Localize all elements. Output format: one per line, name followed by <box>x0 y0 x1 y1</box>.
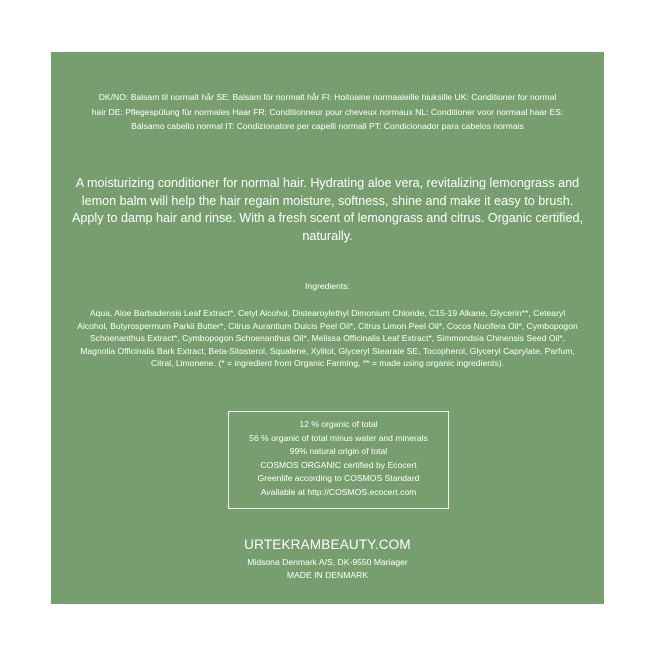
product-label-panel <box>51 52 604 604</box>
ingredients-heading: Ingredients: <box>305 281 350 291</box>
certification-line: COSMOS ORGANIC certified by Ecocert <box>260 459 417 470</box>
certification-line: Greenlife according to COSMOS Standard <box>257 473 420 483</box>
certification-line: 12 % organic of total <box>299 419 378 429</box>
certification-box <box>228 411 449 509</box>
company-address: Midsona Denmark A/S, DK-9550 Mariager <box>247 557 408 567</box>
certification-line: 56 % organic of total minus water and minerals <box>249 432 428 443</box>
product-name-translations: DK/NO: Balsam til normalt hår SE: Balsam för normalt hår FI: Hoitoaine normaaleille hiuksille UK: Conditioner for normal hair DE: Pflegespülung für normales Haar FR: Conditionneur pour cheveux normaux NL: Conditioner voor normaal haar ES: Bálsamo cabello normal IT: Condizionatore per capelli normali PT: Condicionador para cabelos normais <box>91 92 564 132</box>
certification-line: 99% natural origin of total <box>289 446 388 456</box>
ingredients-list: Aqua, Aloe Barbadensis Leaf Extract*, Cetyl Alcohol, Distearoylethyl Dimonium Chloride, C15-19 Alkane, Glycerin**, Cetearyl Alcohol, Butyrospermum Parkii Butter*, Citrus Aurantium Dulcis Peel Oil*, Citrus Limon Peel Oil*, Cocos Nucifera Oil*, Cymbopogon Schoenanthus Extract*, Cymbopogon Schoenanthus Oil*, Melissa Officinalis Leaf Extract*, Simmondsia Chinensis Seed Oil*, Magnolia Officinalis Bark Extract, Beta-Sitosterol, Squalene, Xylitol, Glyceryl Stearate SE, Tocopherol, Glyceryl Caprylate, Parfum, Citral, Limonene. (* = ingredient from Organic Farming, ** = made using organic ingredients). <box>77 308 578 369</box>
company-info <box>51 556 604 582</box>
country-of-origin: MADE IN DENMARK <box>286 569 369 580</box>
product-description: A moisturizing conditioner for normal hair. Hydrating aloe vera, revitalizing lemongrass and lemon balm will help the hair regain moisture, softness, shine and make it easy to brush. Apply to damp hair and rinse. With a fresh scent of lemongrass and citrus. Organic certified, naturally. <box>72 176 583 243</box>
certification-line: Available at http://COSMOS.ecocert.com <box>260 486 417 497</box>
brand-website: URTEKRAMBEAUTY.COM <box>244 537 411 552</box>
